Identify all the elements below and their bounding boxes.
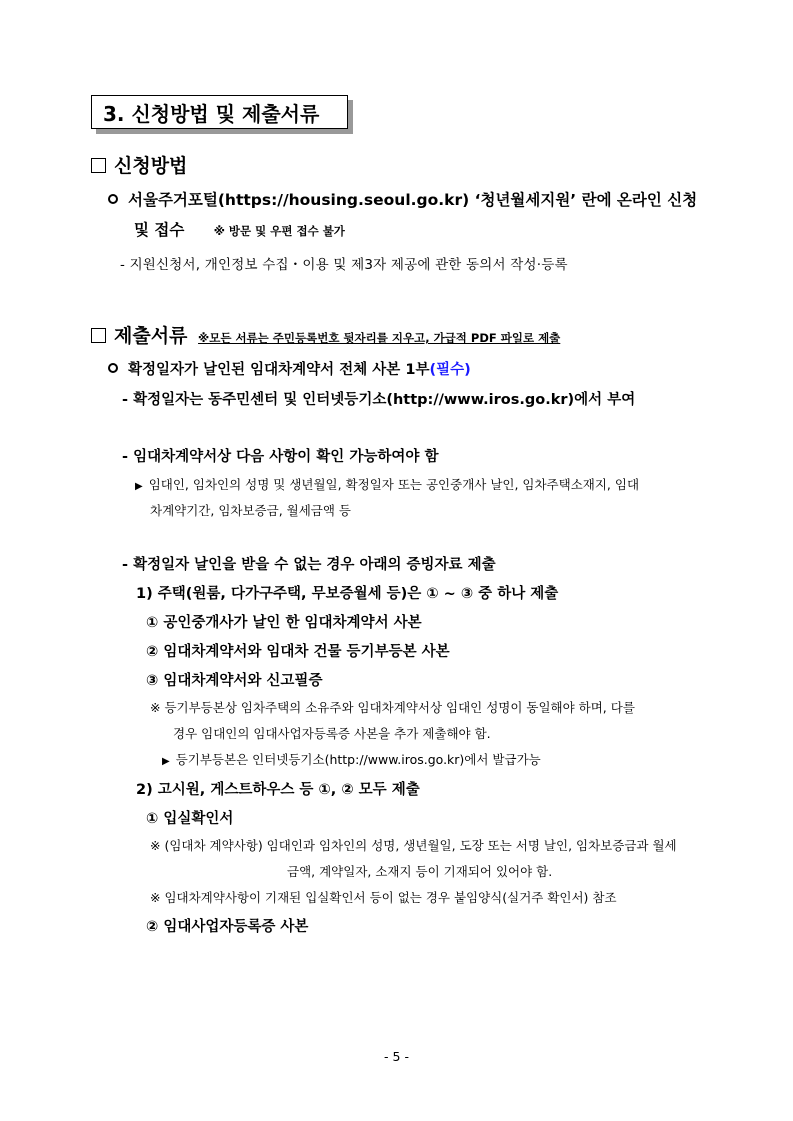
method-heading <box>91 151 187 178</box>
case1-title: 1) 주택(원룸, 다가구주택, 무보증월세 등)은 ① ~ ③ 중 하나 제출 <box>136 586 559 602</box>
docs-heading <box>91 321 560 348</box>
method-heading-text: 신청방법 <box>114 155 188 177</box>
checkbox-square-icon <box>91 328 106 343</box>
case1-item-1: ① 공인중개사가 날인 한 임대차계약서 사본 <box>146 615 422 631</box>
triangle-bullet-icon: ▶ <box>135 481 143 492</box>
case1-note-bullet <box>162 750 541 768</box>
checkbox-square-icon <box>91 158 106 173</box>
docs-bullet-line2: 차계약기간, 임차보증금, 월세금액 등 <box>150 503 351 518</box>
case2-note2: ※ 임대차계약사항이 기재된 입실확인서 등이 없는 경우 붙임양식(실거주 확인서) 참조 <box>150 890 617 905</box>
case1-note-line1: ※ 등기부등본상 임차주택의 소유주와 임대차계약서상 임대인 성명이 동일해야 하며, 다를 <box>150 700 635 715</box>
docs-bullet <box>135 475 639 493</box>
method-item-line1: 서울주거포털(https://housing.seoul.go.kr) ‘청년월세지원’ 란에 온라인 신청 <box>128 191 698 209</box>
case1-note-bullet-text: 등기부등본은 인터넷등기소(http://www.iros.go.kr)에서 발급가능 <box>175 752 541 767</box>
method-item-note: ※ 방문 및 우편 접수 불가 <box>213 224 345 238</box>
triangle-bullet-icon: ▶ <box>162 756 170 767</box>
case2-note1-line1: ※ (임대차 계약사항) 임대인과 임차인의 성명, 생년월일, 도장 또는 서명 날인, 임차보증금과 월세 <box>150 838 677 853</box>
method-item <box>108 188 697 210</box>
page-number: - 5 - <box>384 1049 409 1064</box>
docs-dash2: - 임대차계약서상 다음 사항이 확인 가능하여야 함 <box>122 449 439 465</box>
case1-note-line2: 경우 임대인의 임대사업자등록증 사본을 추가 제출해야 함. <box>173 726 491 741</box>
circle-bullet-icon <box>108 363 118 373</box>
case1-item-3: ③ 임대차계약서와 신고필증 <box>146 673 323 689</box>
case1-item-2: ② 임대차계약서와 임대차 건물 등기부등본 사본 <box>146 644 450 660</box>
method-item-line2-row <box>134 218 345 240</box>
docs-dash3: - 확정일자 날인을 받을 수 없는 경우 아래의 증빙자료 제출 <box>122 557 496 573</box>
section-title <box>91 95 348 129</box>
section-title-text: 3. 신청방법 및 제출서류 <box>103 101 320 126</box>
docs-required-tag: (필수) <box>429 362 471 378</box>
case2-item-2: ② 임대사업자등록증 사본 <box>146 919 309 935</box>
case2-item-1: ① 입실확인서 <box>146 811 234 827</box>
docs-main-item <box>108 358 471 379</box>
docs-heading-note: ※모든 서류는 주민등록번호 뒷자리를 지우고, 가급적 PDF 파일로 제출 <box>198 331 561 345</box>
circle-bullet-icon <box>108 194 118 204</box>
case2-note1-line2: 금액, 계약일자, 소재지 등이 기재되어 있어야 함. <box>287 864 553 879</box>
docs-bullet-line1: 임대인, 임차인의 성명 및 생년월일, 확정일자 또는 공인중개사 날인, 임차주택소재지, 임대 <box>148 477 640 492</box>
docs-dash1: - 확정일자는 동주민센터 및 인터넷등기소(http://www.iros.go.kr)에서 부여 <box>122 392 636 408</box>
case2-title: 2) 고시원, 게스트하우스 등 ①, ② 모두 제출 <box>136 782 420 798</box>
method-sub: - 지원신청서, 개인정보 수집・이용 및 제3자 제공에 관한 동의서 작성·등록 <box>120 257 568 273</box>
method-item-line2: 및 접수 <box>134 221 185 239</box>
docs-heading-text: 제출서류 <box>114 325 188 347</box>
docs-main-item-text: 확정일자가 날인된 임대차계약서 전체 사본 1부 <box>128 362 430 378</box>
